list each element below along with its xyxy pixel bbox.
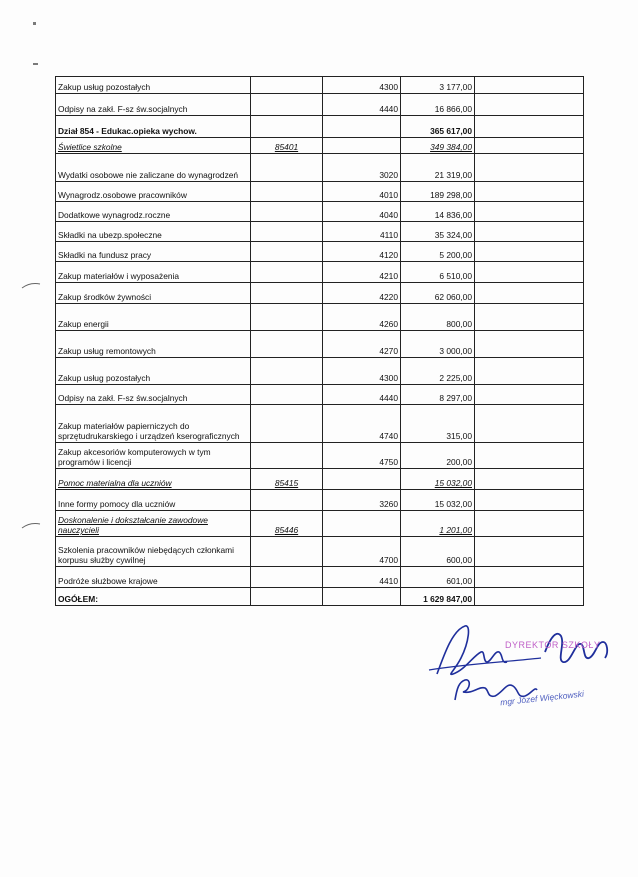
row-name-cell xyxy=(56,537,251,567)
row-amount-text: 8 297,00 xyxy=(439,393,472,403)
row-paragraph-text: 4110 xyxy=(379,230,398,240)
row-paragraph-cell xyxy=(323,77,401,94)
row-paragraph-text: 4210 xyxy=(379,271,398,281)
row-empty-cell xyxy=(475,182,584,202)
row-section-cell xyxy=(251,283,323,304)
row-amount-text: 14 836,00 xyxy=(434,210,472,220)
row-amount-cell xyxy=(401,358,475,385)
row-name-cell xyxy=(56,77,251,94)
row-name-cell xyxy=(56,443,251,469)
row-empty-cell xyxy=(475,202,584,222)
row-paragraph-text: 4700 xyxy=(379,555,398,565)
row-name-text: Zakup usług pozostałych xyxy=(58,82,151,92)
row-section-cell xyxy=(251,443,323,469)
row-amount-cell xyxy=(401,182,475,202)
table-row xyxy=(56,385,584,405)
table-row xyxy=(56,182,584,202)
row-amount-text: 3 177,00 xyxy=(439,82,472,92)
row-amount-cell xyxy=(401,443,475,469)
row-amount-cell xyxy=(401,588,475,606)
row-name-cell xyxy=(56,405,251,443)
row-amount-text: 601,00 xyxy=(446,576,472,586)
row-name-text: Pomoc materialna dla uczniów xyxy=(58,478,172,488)
row-name-cell xyxy=(56,222,251,242)
row-section-cell xyxy=(251,242,323,262)
row-name-text: Szkolenia pracowników niebędących członkami korpusu służby cywilnej xyxy=(58,545,234,565)
row-empty-cell xyxy=(475,490,584,511)
row-paragraph-cell xyxy=(323,94,401,116)
row-empty-cell xyxy=(475,567,584,588)
row-name-cell xyxy=(56,262,251,283)
row-name-cell xyxy=(56,116,251,138)
table-row xyxy=(56,567,584,588)
row-empty-cell xyxy=(475,138,584,154)
row-name-text: Zakup usług remontowych xyxy=(58,346,156,356)
row-amount-text: 5 200,00 xyxy=(439,250,472,260)
row-name-cell xyxy=(56,331,251,358)
row-amount-cell xyxy=(401,154,475,182)
row-paragraph-text: 4750 xyxy=(379,457,398,467)
table-row xyxy=(56,242,584,262)
row-paragraph-text: 4260 xyxy=(379,319,398,329)
row-section-cell xyxy=(251,77,323,94)
row-empty-cell xyxy=(475,358,584,385)
row-empty-cell xyxy=(475,443,584,469)
row-empty-cell xyxy=(475,304,584,331)
row-paragraph-cell xyxy=(323,385,401,405)
table-row xyxy=(56,138,584,154)
row-paragraph-cell xyxy=(323,262,401,283)
row-paragraph-cell xyxy=(323,358,401,385)
row-paragraph-text: 4440 xyxy=(379,104,398,114)
row-name-cell xyxy=(56,182,251,202)
row-empty-cell xyxy=(475,154,584,182)
row-amount-cell xyxy=(401,331,475,358)
row-paragraph-cell xyxy=(323,331,401,358)
table-row xyxy=(56,358,584,385)
row-name-cell xyxy=(56,469,251,490)
row-empty-cell xyxy=(475,116,584,138)
row-paragraph-cell xyxy=(323,283,401,304)
row-paragraph-cell xyxy=(323,443,401,469)
row-name-text: Zakup materiałów papierniczych do sprzętudrukarskiego i urządzeń kserograficznych xyxy=(58,421,240,441)
table-row xyxy=(56,77,584,94)
row-name-text: Zakup usług pozostałych xyxy=(58,373,151,383)
row-name-text: Zakup akcesoriów komputerowych w tym programów i licencji xyxy=(58,447,211,467)
row-amount-cell xyxy=(401,567,475,588)
row-amount-text: 1 629 847,00 xyxy=(423,594,472,604)
row-name-cell xyxy=(56,567,251,588)
row-paragraph-text: 4410 xyxy=(379,576,398,586)
row-paragraph-text: 4740 xyxy=(379,431,398,441)
row-name-text: Odpisy na zakł. F-sz św.socjalnych xyxy=(58,104,188,114)
row-paragraph-cell xyxy=(323,567,401,588)
row-name-text: Podróże służbowe krajowe xyxy=(58,576,158,586)
row-paragraph-cell xyxy=(323,537,401,567)
row-paragraph-cell xyxy=(323,182,401,202)
table-row xyxy=(56,331,584,358)
row-paragraph-cell xyxy=(323,202,401,222)
row-section-cell xyxy=(251,154,323,182)
row-section-text: 85401 xyxy=(274,142,299,152)
row-empty-cell xyxy=(475,537,584,567)
row-paragraph-cell xyxy=(323,469,401,490)
row-paragraph-text: 4220 xyxy=(379,292,398,302)
row-amount-text: 15 032,00 xyxy=(434,499,472,509)
table-row xyxy=(56,283,584,304)
row-paragraph-cell xyxy=(323,405,401,443)
row-paragraph-cell xyxy=(323,304,401,331)
row-amount-cell xyxy=(401,242,475,262)
row-section-cell xyxy=(251,385,323,405)
row-section-cell xyxy=(251,490,323,511)
row-empty-cell xyxy=(475,405,584,443)
row-amount-text: 800,00 xyxy=(446,319,472,329)
table-row xyxy=(56,443,584,469)
row-name-text: Zakup energii xyxy=(58,319,109,329)
row-name-cell xyxy=(56,202,251,222)
table-row xyxy=(56,588,584,606)
row-section-text: 85446 xyxy=(274,525,299,535)
row-section-cell xyxy=(251,537,323,567)
row-name-cell xyxy=(56,138,251,154)
row-section-cell xyxy=(251,116,323,138)
table-row xyxy=(56,304,584,331)
table-row xyxy=(56,202,584,222)
row-empty-cell xyxy=(475,94,584,116)
table-row xyxy=(56,222,584,242)
row-name-text: Zakup materiałów i wyposażenia xyxy=(58,271,180,281)
row-amount-text: 2 225,00 xyxy=(439,373,472,383)
row-empty-cell xyxy=(475,77,584,94)
row-paragraph-text: 4040 xyxy=(379,210,398,220)
row-section-cell xyxy=(251,262,323,283)
row-name-text: Wydatki osobowe nie zaliczane do wynagrodzeń xyxy=(58,170,239,180)
row-name-text: Dodatkowe wynagrodz.roczne xyxy=(58,210,171,220)
table-row xyxy=(56,94,584,116)
row-empty-cell xyxy=(475,283,584,304)
row-amount-text: 365 617,00 xyxy=(430,126,472,136)
row-name-text: Dział 854 - Edukac.opieka wychow. xyxy=(58,126,197,136)
row-amount-text: 600,00 xyxy=(446,555,472,565)
row-name-cell xyxy=(56,242,251,262)
row-paragraph-cell xyxy=(323,588,401,606)
row-amount-cell xyxy=(401,537,475,567)
row-paragraph-text: 4270 xyxy=(379,346,398,356)
row-name-cell xyxy=(56,283,251,304)
table-row xyxy=(56,490,584,511)
row-paragraph-cell xyxy=(323,242,401,262)
row-empty-cell xyxy=(475,262,584,283)
row-paragraph-cell xyxy=(323,490,401,511)
row-amount-text: 6 510,00 xyxy=(439,271,472,281)
row-section-cell xyxy=(251,511,323,537)
row-name-cell xyxy=(56,154,251,182)
table-row xyxy=(56,116,584,138)
row-empty-cell xyxy=(475,331,584,358)
row-section-cell xyxy=(251,405,323,443)
signatures xyxy=(425,612,635,702)
row-amount-text: 1 201,00 xyxy=(439,525,472,535)
row-name-text: Składki na fundusz pracy xyxy=(58,250,152,260)
row-name-cell xyxy=(56,385,251,405)
row-empty-cell xyxy=(475,385,584,405)
row-section-cell xyxy=(251,138,323,154)
row-section-cell xyxy=(251,222,323,242)
table-row xyxy=(56,154,584,182)
stamp-name: mgr Józef Więckowski xyxy=(499,688,585,708)
row-section-cell xyxy=(251,469,323,490)
row-paragraph-text: 3020 xyxy=(379,170,398,180)
row-amount-text: 35 324,00 xyxy=(434,230,472,240)
row-paragraph-text: 4440 xyxy=(379,393,398,403)
row-paragraph-text: 4120 xyxy=(379,250,398,260)
row-amount-cell xyxy=(401,94,475,116)
row-section-cell xyxy=(251,588,323,606)
row-name-text: Doskonalenie i dokształcanie zawodowe nauczycieli xyxy=(58,515,208,535)
row-amount-cell xyxy=(401,511,475,537)
row-amount-text: 15 032,00 xyxy=(434,478,472,488)
row-amount-text: 189 298,00 xyxy=(430,190,472,200)
table-row xyxy=(56,262,584,283)
row-amount-cell xyxy=(401,116,475,138)
row-empty-cell xyxy=(475,588,584,606)
row-amount-cell xyxy=(401,262,475,283)
row-name-text: Zakup środków żywności xyxy=(58,292,152,302)
row-amount-cell xyxy=(401,385,475,405)
row-amount-text: 16 866,00 xyxy=(434,104,472,114)
row-empty-cell xyxy=(475,511,584,537)
row-amount-text: 3 000,00 xyxy=(439,346,472,356)
row-amount-cell xyxy=(401,490,475,511)
row-paragraph-cell xyxy=(323,138,401,154)
row-section-cell xyxy=(251,182,323,202)
row-name-text: Odpisy na zakł. F-sz św.socjalnych xyxy=(58,393,188,403)
row-name-cell xyxy=(56,490,251,511)
row-paragraph-cell xyxy=(323,511,401,537)
row-paragraph-cell xyxy=(323,154,401,182)
budget-table-body xyxy=(56,77,584,606)
row-name-text: Świetlice szkolne xyxy=(58,142,122,152)
row-amount-cell xyxy=(401,304,475,331)
budget-table xyxy=(55,76,584,606)
punch-hole-marks xyxy=(0,0,60,877)
row-name-text: Składki na ubezp.społeczne xyxy=(58,230,162,240)
row-name-text: Inne formy pomocy dla uczniów xyxy=(58,499,176,509)
row-amount-cell xyxy=(401,405,475,443)
row-name-cell xyxy=(56,94,251,116)
row-paragraph-text: 3260 xyxy=(379,499,398,509)
row-amount-text: 200,00 xyxy=(446,457,472,467)
row-amount-cell xyxy=(401,138,475,154)
table-row xyxy=(56,537,584,567)
row-section-cell xyxy=(251,567,323,588)
row-amount-cell xyxy=(401,222,475,242)
row-section-cell xyxy=(251,331,323,358)
row-name-text: Wynagrodz.osobowe pracowników xyxy=(58,190,187,200)
table-row xyxy=(56,405,584,443)
row-name-cell xyxy=(56,358,251,385)
row-paragraph-text: 4010 xyxy=(379,190,398,200)
table-row xyxy=(56,469,584,490)
row-amount-cell xyxy=(401,469,475,490)
table-row xyxy=(56,511,584,537)
row-section-text: 85415 xyxy=(274,478,299,488)
row-section-cell xyxy=(251,304,323,331)
row-section-cell xyxy=(251,94,323,116)
row-name-cell xyxy=(56,304,251,331)
row-empty-cell xyxy=(475,242,584,262)
row-name-cell xyxy=(56,588,251,606)
row-amount-cell xyxy=(401,202,475,222)
row-empty-cell xyxy=(475,222,584,242)
row-amount-text: 315,00 xyxy=(446,431,472,441)
row-amount-cell xyxy=(401,77,475,94)
row-paragraph-cell xyxy=(323,222,401,242)
row-name-cell xyxy=(56,511,251,537)
row-section-cell xyxy=(251,358,323,385)
row-amount-text: 62 060,00 xyxy=(434,292,472,302)
row-paragraph-cell xyxy=(323,116,401,138)
row-paragraph-text: 4300 xyxy=(379,82,398,92)
stamp-title: DYREKTOR SZKOŁY xyxy=(505,640,601,650)
row-amount-text: 21 319,00 xyxy=(434,170,472,180)
row-name-text: OGÓŁEM: xyxy=(58,594,99,604)
row-amount-text: 349 384,00 xyxy=(430,142,472,152)
row-section-cell xyxy=(251,202,323,222)
row-amount-cell xyxy=(401,283,475,304)
row-paragraph-text: 4300 xyxy=(379,373,398,383)
row-empty-cell xyxy=(475,469,584,490)
